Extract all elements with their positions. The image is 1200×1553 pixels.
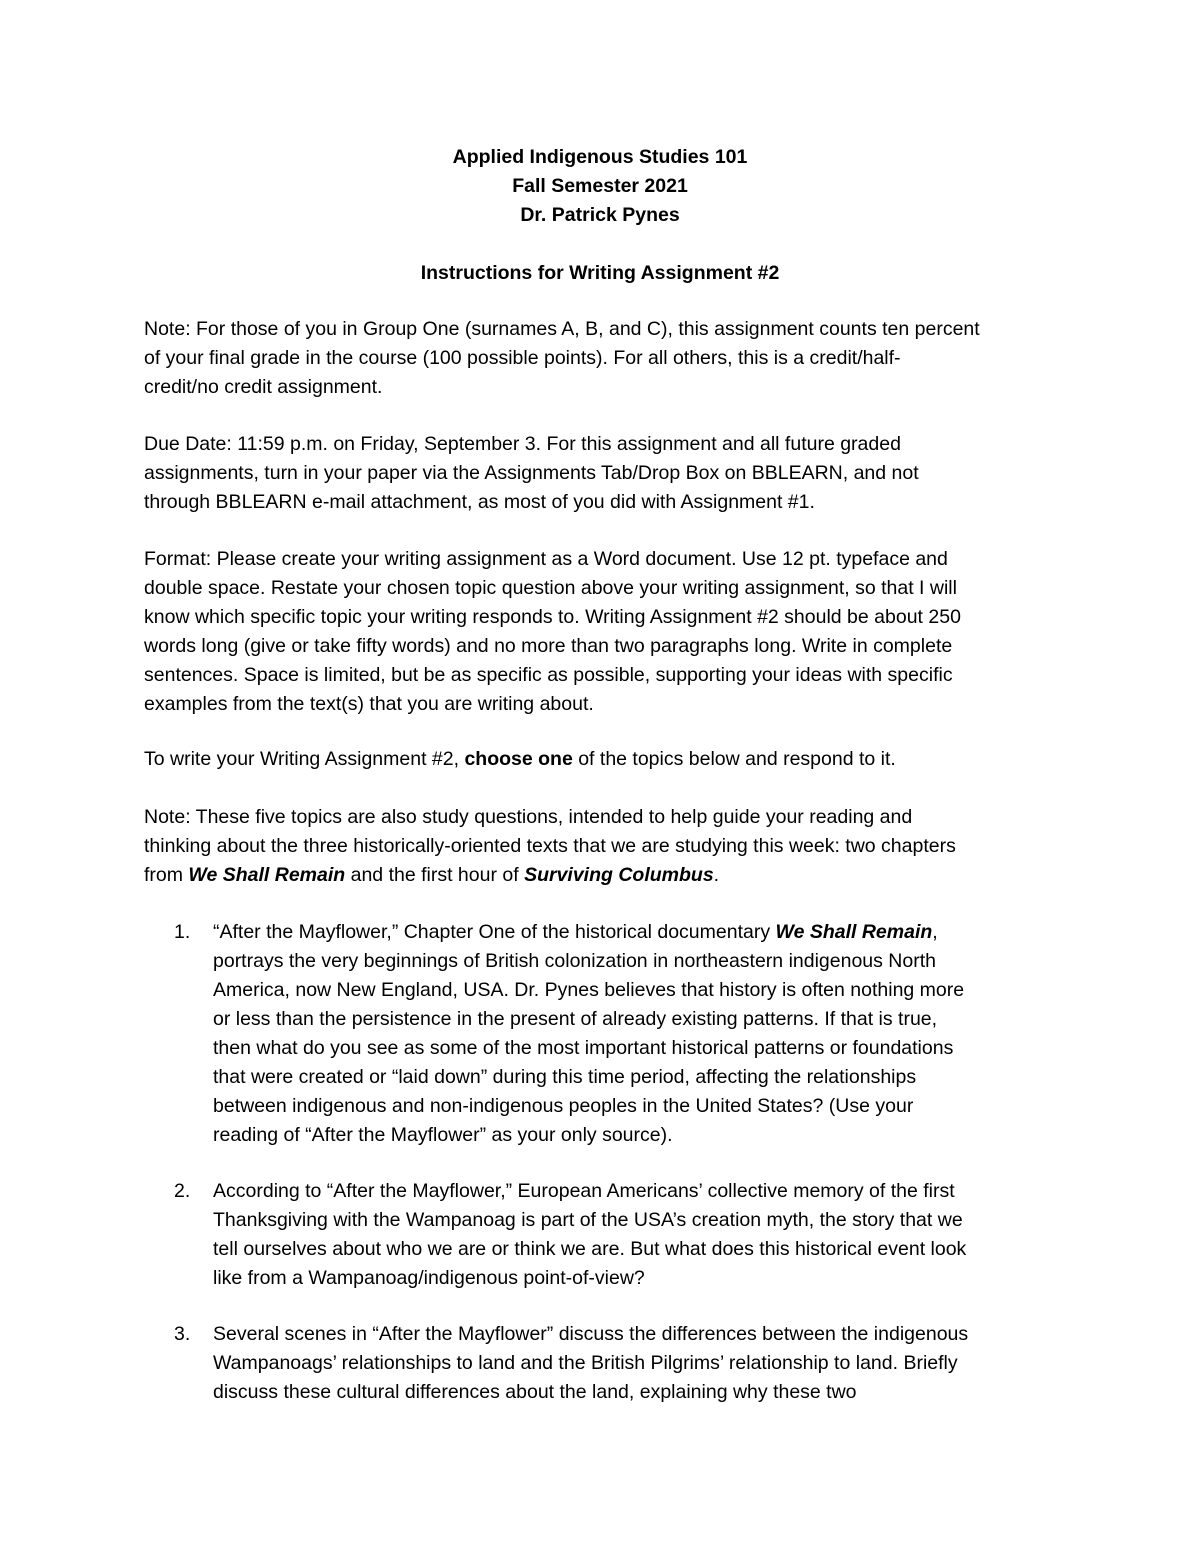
instructor-name: Dr. Patrick Pynes bbox=[520, 204, 680, 226]
book-title-surviving-columbus: Surviving Columbus bbox=[524, 864, 714, 886]
due-date-paragraph bbox=[144, 430, 1074, 517]
topic-line: reading of “After the Mayflower” as your only source). bbox=[213, 1124, 673, 1146]
paragraph-line: Format: Please create your writing assignment as a Word document. Use 12 pt. typeface and bbox=[144, 548, 948, 570]
paragraph-line: sentences. Space is limited, but be as specific as possible, supporting your ideas with specific bbox=[144, 664, 953, 686]
topic-line bbox=[213, 918, 1083, 947]
group-note-paragraph bbox=[144, 315, 1074, 402]
paragraph-line: double space. Restate your chosen topic question above your writing assignment, so that I will bbox=[144, 577, 957, 599]
topic-line: Wampanoags’ relationships to land and the British Pilgrims’ relationship to land. Briefly bbox=[213, 1352, 958, 1374]
topic-line: tell ourselves about who we are or think we are. But what does this historical event look bbox=[213, 1238, 967, 1260]
paragraph-line: credit/no credit assignment. bbox=[144, 376, 383, 398]
text-fragment: and the first hour of bbox=[345, 864, 525, 886]
topic-line: or less than the persistence in the present of already existing patterns. If that is true, bbox=[213, 1008, 938, 1030]
topic-line: Several scenes in “After the Mayflower” discuss the differences between the indigenous bbox=[213, 1323, 969, 1345]
topics-note-paragraph bbox=[144, 803, 1074, 890]
documentary-title: We Shall Remain bbox=[775, 921, 933, 943]
choose-one-emphasis: choose one bbox=[464, 748, 573, 770]
document-header bbox=[0, 143, 1200, 230]
list-number: 2. bbox=[174, 1180, 191, 1202]
choose-text-before: To write your Writing Assignment #2, bbox=[144, 748, 465, 770]
paragraph-line: Due Date: 11:59 p.m. on Friday, September 3. For this assignment and all future graded bbox=[144, 433, 901, 455]
topic-line: discuss these cultural differences about the land, explaining why these two bbox=[213, 1381, 857, 1403]
course-title: Applied Indigenous Studies 101 bbox=[452, 146, 748, 168]
topic-line: According to “After the Mayflower,” European Americans’ collective memory of the first bbox=[213, 1180, 955, 1202]
topic-line: like from a Wampanoag/indigenous point-of-view? bbox=[213, 1267, 645, 1289]
paragraph-line: Note: These five topics are also study questions, intended to help guide your reading and bbox=[144, 806, 913, 828]
assignment-title: Instructions for Writing Assignment #2 bbox=[420, 262, 780, 284]
topic-line: that were created or “laid down” during this time period, affecting the relationships bbox=[213, 1066, 917, 1088]
book-title-we-shall-remain: We Shall Remain bbox=[188, 864, 346, 886]
semester: Fall Semester 2021 bbox=[512, 175, 688, 197]
text-fragment: “After the Mayflower,” Chapter One of the historical documentary bbox=[213, 921, 776, 943]
topic-line: portrays the very beginnings of British colonization in northeastern indigenous North bbox=[213, 950, 936, 972]
assignment-title-block bbox=[0, 259, 1200, 288]
paragraph-line: through BBLEARN e-mail attachment, as most of you did with Assignment #1. bbox=[144, 491, 815, 513]
topic-body bbox=[213, 1320, 1083, 1407]
paragraph-line: Note: For those of you in Group One (surnames A, B, and C), this assignment counts ten percent bbox=[144, 318, 980, 340]
paragraph-line: thinking about the three historically-oriented texts that we are studying this week: two chapters bbox=[144, 835, 956, 857]
choose-topic-paragraph bbox=[144, 745, 1074, 774]
paragraph-line: know which specific topic your writing responds to. Writing Assignment #2 should be about 250 bbox=[144, 606, 961, 628]
choose-text-after: of the topics below and respond to it. bbox=[572, 748, 896, 770]
paragraph-line bbox=[144, 745, 1074, 774]
topic-body bbox=[213, 918, 1083, 1150]
list-number: 1. bbox=[174, 921, 191, 943]
text-fragment: from bbox=[144, 864, 189, 886]
paragraph-line: examples from the text(s) that you are writing about. bbox=[144, 693, 594, 715]
format-paragraph bbox=[144, 545, 1074, 719]
paragraph-line: assignments, turn in your paper via the Assignments Tab/Drop Box on BBLEARN, and not bbox=[144, 462, 919, 484]
topic-line: Thanksgiving with the Wampanoag is part of the USA’s creation myth, the story that we bbox=[213, 1209, 963, 1231]
paragraph-line: of your final grade in the course (100 possible points). For all others, this is a credit/half- bbox=[144, 347, 901, 369]
text-fragment: , bbox=[932, 921, 938, 943]
text-fragment: . bbox=[713, 864, 720, 886]
topic-line: between indigenous and non-indigenous peoples in the United States? (Use your bbox=[213, 1095, 914, 1117]
topic-body bbox=[213, 1177, 1083, 1293]
paragraph-line: words long (give or take fifty words) and no more than two paragraphs long. Write in complete bbox=[144, 635, 953, 657]
topic-line: then what do you see as some of the most important historical patterns or foundations bbox=[213, 1037, 954, 1059]
list-number: 3. bbox=[174, 1323, 191, 1345]
topic-line: America, now New England, USA. Dr. Pynes believes that history is often nothing more bbox=[213, 979, 965, 1001]
paragraph-line bbox=[144, 861, 1074, 890]
